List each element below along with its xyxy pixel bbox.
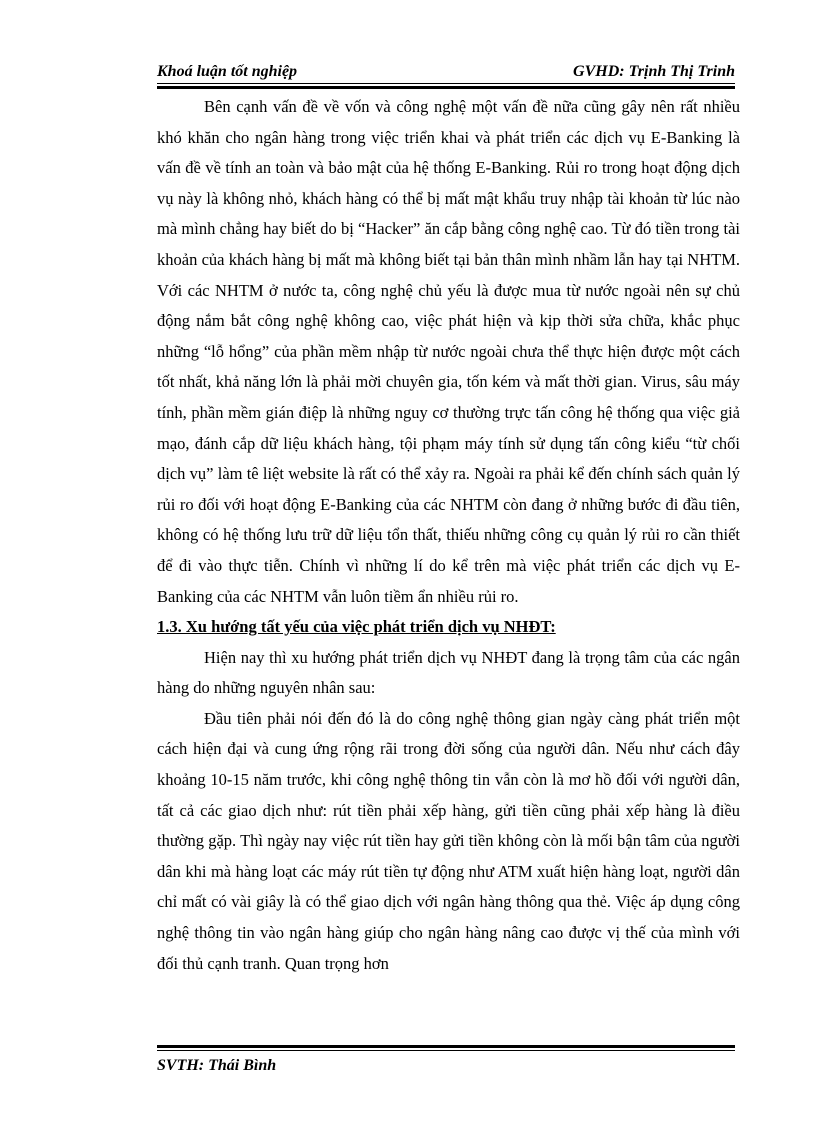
page-footer: SVTH: Thái Bình <box>157 1057 277 1074</box>
section-heading: 1.3. Xu hướng tất yếu của việc phát triển dịch vụ NHĐT: <box>157 617 556 637</box>
paragraph-security-risks: Bên cạnh vấn đề về vốn và công nghệ một vấn đề nữa cũng gây nên rất nhiều khó khăn cho ngân hàng trong việc triển khai và phát triển các dịch vụ E-Banking là vấn đề về tính an toàn và bảo mật của hệ thống E-Banking. Rủi ro trong hoạt động dịch vụ này là không nhỏ, khách hàng có thể bị mất mật khẩu truy nhập tài khoản từ lúc nào mà mình chẳng hay biết do bị “Hacker” ăn cắp bằng công nghệ cao. Từ đó tiền trong tài khoản của khách hàng bị mất mà không biết tại bản thân mình nhầm lẫn hay tại NHTM. Với các NHTM ở nước ta, công nghệ chủ yếu là được mua từ nước ngoài nên sự chủ động nắm bắt công nghệ không cao, việc phát hiện và kịp thời sửa chữa, khắc phục những “lỗ hổng” của phần mềm nhập từ nước ngoài chưa thể thực hiện được một cách tốt nhất, khả năng lớn là phải mời chuyên gia, tốn kém và mất thời gian. Virus, sâu máy tính, phần mềm gián điệp là những nguy cơ thường trực tấn công hệ thống qua việc giả mạo, đánh cắp dữ liệu khách hàng, tội phạm máy tính sử dụng tấn công kiểu “từ chối dịch vụ” làm tê liệt website là rất có thể xảy ra. Ngoài ra phải kể đến chính sách quản lý rủi ro đối với hoạt động E-Banking của các NHTM còn đang ở những bước đi đầu tiên, không có hệ thống lưu trữ dữ liệu tổn thất, thiếu những công cụ quản lý rủi ro cần thiết để đi vào thực tiễn. Chính vì những lí do kể trên mà việc phát triển các dịch vụ E- Banking của các NHTM vẫn luôn tiềm ẩn nhiều rủi ro. <box>157 97 740 606</box>
paragraph-trend-intro: Hiện nay thì xu hướng phát triển dịch vụ NHĐT đang là trọng tâm của các ngân hàng do những nguyên nhân sau: <box>157 647 740 698</box>
header-rule-thin <box>157 83 735 84</box>
header-advisor: GVHD: Trịnh Thị Trinh <box>573 63 735 80</box>
footer-rule-thin <box>157 1050 735 1051</box>
header-thesis-label: Khoá luận tốt nghiệp <box>157 63 298 80</box>
footer-rule-thick <box>157 1045 735 1048</box>
header-rule-thick <box>157 86 735 89</box>
body-text <box>157 92 740 979</box>
paragraph-technology: Đầu tiên phải nói đến đó là do công nghệ thông gian ngày càng phát triển một cách hiện đại và cung ứng rộng rãi trong đời sống của người dân. Nếu như cách đây khoảng 10-15 năm trước, khi công nghệ thông tin vẫn còn là mơ hồ đối với người dân, tất cả các giao dịch như: rút tiền phải xếp hàng, gửi tiền cũng phải xếp hàng là điều thường gặp. Thì ngày nay việc rút tiền hay gửi tiền không còn là mối bận tâm của người dân khi mà hàng loạt các máy rút tiền tự động như ATM xuất hiện hàng loạt, người dân chỉ mất có vài giây là có thể giao dịch với ngân hàng thông qua thẻ. Việc áp dụng công nghệ thông tin vào ngân hàng giúp cho ngân hàng nâng cao được vị thế của mình với đối thủ cạnh tranh. Quan trọng hơn <box>157 708 740 973</box>
